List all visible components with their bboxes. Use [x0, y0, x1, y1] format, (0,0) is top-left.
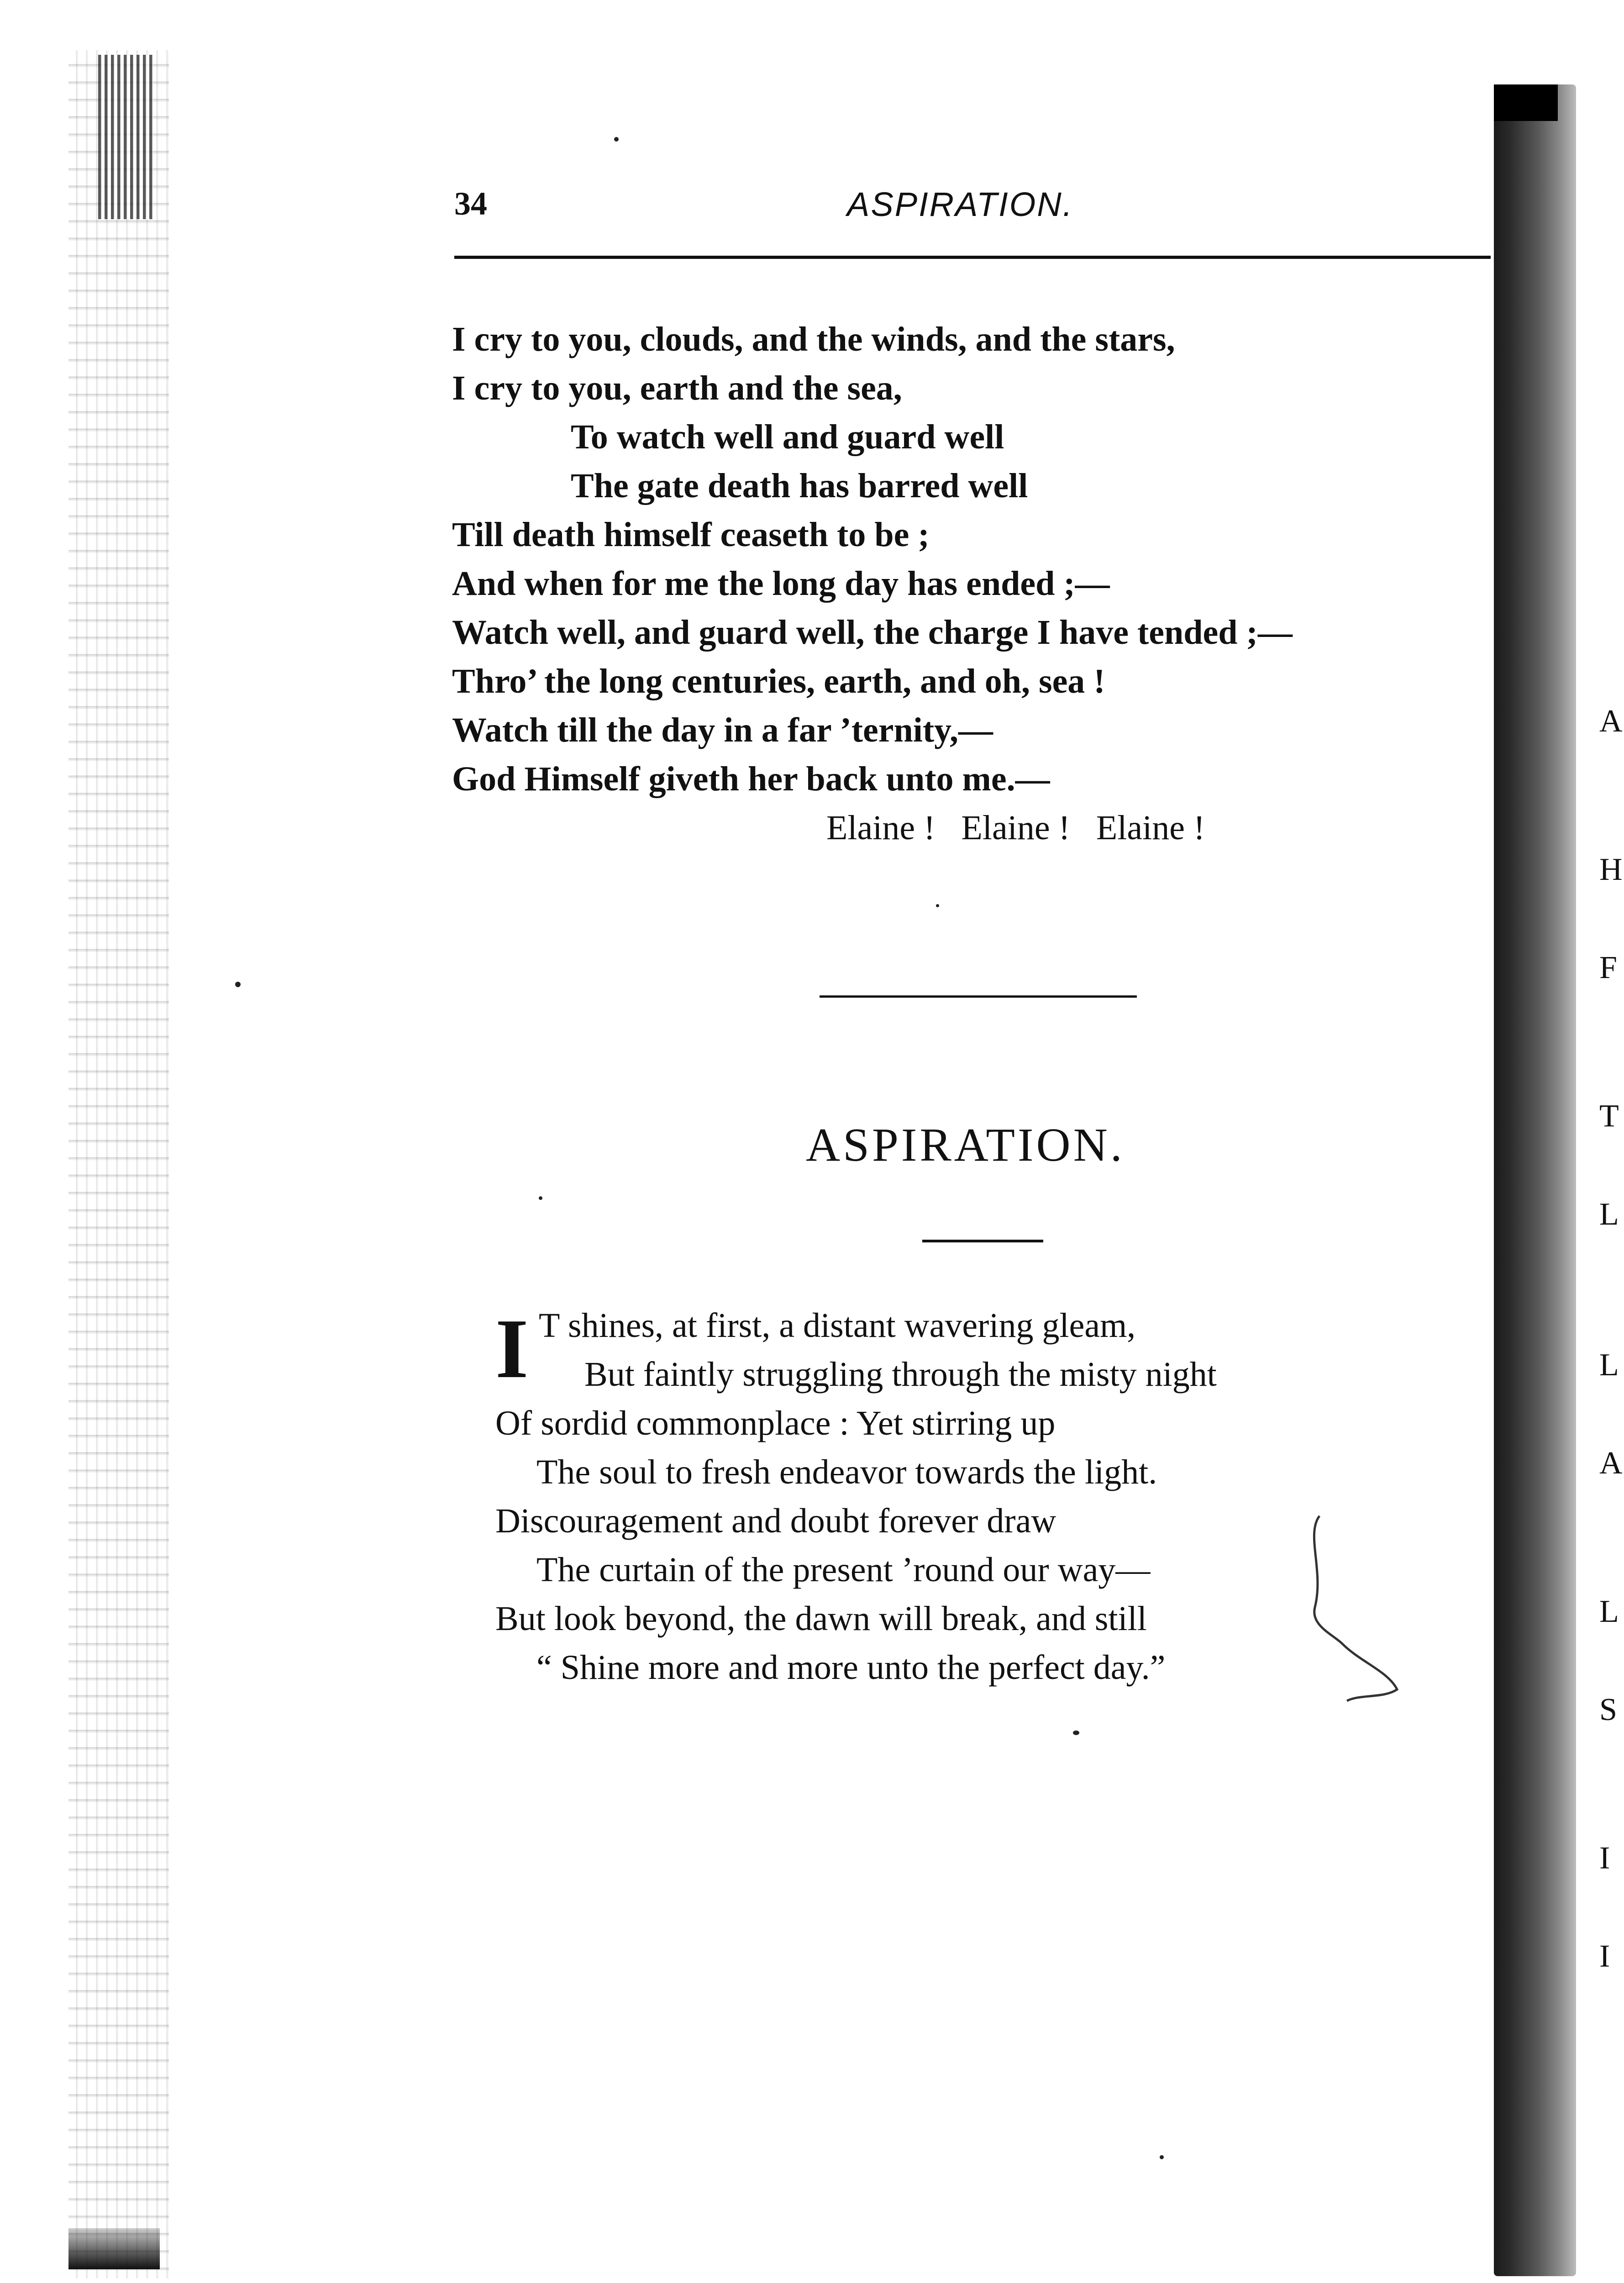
next-page-letter: L	[1599, 1594, 1619, 1629]
poem-title: ASPIRATION.	[806, 1119, 1125, 1171]
next-page-letter: L	[1599, 1347, 1619, 1383]
next-page-letter: S	[1599, 1692, 1617, 1727]
running-head	[454, 185, 1491, 226]
poem-line: The gate death has barred well	[571, 467, 1028, 505]
running-title: ASPIRATION.	[847, 185, 1074, 223]
speck	[936, 904, 939, 907]
poem-line: Watch till the day in a far ’ternity,—	[452, 711, 993, 749]
next-page-letter: I	[1599, 1939, 1610, 1974]
poem-line: But faintly struggling through the misty night	[584, 1355, 1217, 1394]
poem-line: Discouragement and doubt forever draw	[495, 1502, 1056, 1540]
next-page-letter: L	[1599, 1197, 1619, 1232]
next-page-letter: A	[1599, 1446, 1623, 1481]
speck	[539, 1196, 542, 1200]
poem-line: I cry to you, clouds, and the winds, and the stars,	[452, 320, 1175, 358]
poem-line: Watch well, and guard well, the charge I have tended ;—	[452, 613, 1293, 652]
next-page-letter: I	[1599, 1841, 1610, 1876]
poem-line: To watch well and guard well	[571, 418, 1004, 456]
poem-refrain: Elaine ! Elaine ! Elaine !	[826, 809, 1205, 847]
poem-line: God Himself giveth her back unto me.—	[452, 760, 1050, 798]
poem-line: Thro’ the long centuries, earth, and oh, sea !	[452, 662, 1105, 700]
next-page-letter: T	[1599, 1099, 1619, 1134]
poem-line: Of sordid commonplace : Yet stirring up	[495, 1404, 1056, 1442]
poem-line: The curtain of the present ’round our way—	[536, 1551, 1151, 1589]
speck	[1073, 1731, 1079, 1735]
poem-line: And when for me the long day has ended ;—	[452, 564, 1110, 603]
adjacent-page-edge-top	[1494, 84, 1558, 121]
poem-line: But look beyond, the dawn will break, and still	[495, 1599, 1147, 1638]
drop-cap: I	[495, 1302, 529, 1396]
binding-gutter-top	[98, 55, 153, 219]
speck	[614, 137, 619, 142]
next-page-letters	[1596, 0, 1624, 2283]
binding-gutter-bottom	[68, 2228, 160, 2269]
poem-line: T shines, at first, a distant wavering gleam,	[539, 1306, 1136, 1345]
next-page-letter: A	[1599, 704, 1623, 739]
header-rule	[454, 256, 1491, 259]
poem-line: Till death himself ceaseth to be ;	[452, 516, 930, 554]
speck	[1160, 2155, 1164, 2159]
adjacent-page-edge	[1494, 84, 1576, 2276]
section-separator	[820, 995, 1137, 998]
pencil-mark	[1306, 1498, 1424, 1717]
binding-gutter	[68, 50, 169, 2278]
poem-line: I cry to you, earth and the sea,	[452, 369, 902, 407]
page-number: 34	[454, 185, 487, 222]
poem-line: “ Shine more and more unto the perfect day.”	[536, 1648, 1166, 1687]
speck	[235, 982, 241, 987]
next-page-letter: F	[1599, 950, 1617, 985]
poem-line: The soul to fresh endeavor towards the light.	[536, 1453, 1157, 1491]
next-page-letter: H	[1599, 852, 1623, 887]
title-rule	[922, 1240, 1043, 1242]
